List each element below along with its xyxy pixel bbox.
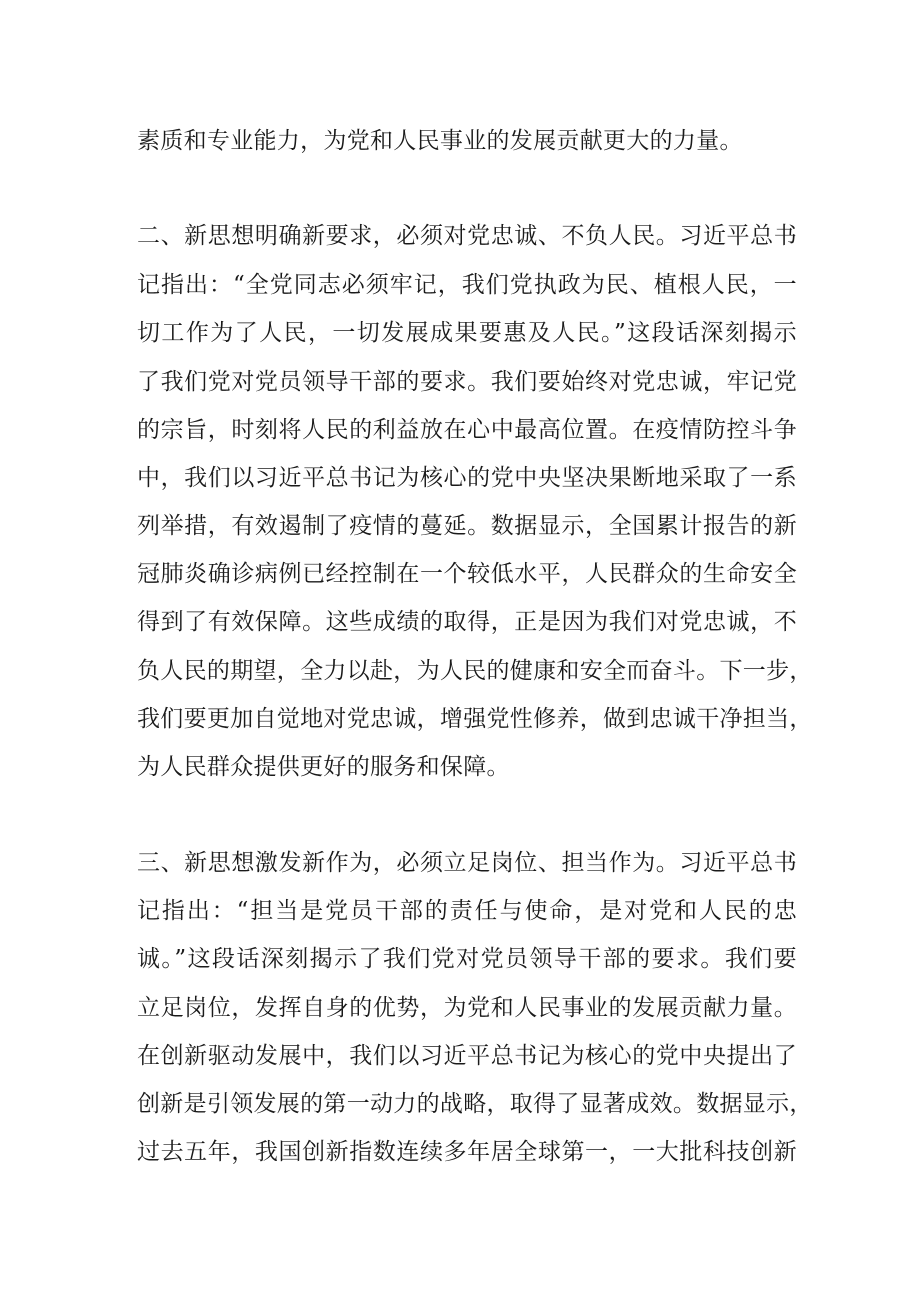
paragraph-2-line-6: 中，我们以习近平总书记为核心的党中央坚决果断地采取了一系 [137, 465, 797, 491]
paragraph-2-line-9: 得到了有效保障。这些成绩的取得，正是因为我们对党忠诚，不 [137, 609, 797, 635]
paragraph-2-line-12: 为人民群众提供更好的服务和保障。 [137, 754, 510, 780]
paragraph-3-line-4: 立足岗位，发挥自身的优势，为党和人民事业的发展贡献力量。 [137, 995, 797, 1021]
paragraph-2-line-5: 的宗旨，时刻将人民的利益放在心中最高位置。在疫情防控斗争 [137, 417, 797, 443]
paragraph-1-line-1: 素质和专业能力，为党和人民事业的发展贡献更大的力量。 [137, 128, 743, 154]
paragraph-3-line-1: 三、新思想激发新作为，必须立足岗位、担当作为。习近平总书 [137, 850, 797, 876]
paragraph-2-line-1: 二、新思想明确新要求，必须对党忠诚、不负人民。习近平总书 [137, 223, 797, 249]
paragraph-3-line-7: 过去五年，我国创新指数连续多年居全球第一，一大批科技创新 [137, 1139, 797, 1165]
paragraph-3-line-5: 在创新驱动发展中，我们以习近平总书记为核心的党中央提出了 [137, 1043, 797, 1069]
paragraph-2-line-2: 记指出：“全党同志必须牢记，我们党执政为民、植根人民，一 [137, 272, 797, 298]
paragraph-3-line-6: 创新是引领发展的第一动力的战略，取得了显著成效。数据显示， [137, 1091, 813, 1117]
paragraph-2-line-8: 冠肺炎确诊病例已经控制在一个较低水平，人民群众的生命安全 [137, 561, 797, 587]
paragraph-2-line-11: 我们要更加自觉地对党忠诚，增强党性修养，做到忠诚干净担当， [137, 706, 813, 732]
paragraph-2-line-7: 列举措，有效遏制了疫情的蔓延。数据显示，全国累计报告的新 [137, 513, 797, 539]
paragraph-2-line-3: 切工作为了人民，一切发展成果要惠及人民。”这段话深刻揭示 [137, 320, 797, 346]
paragraph-3-line-3: 诚。”这段话深刻揭示了我们党对党员领导干部的要求。我们要 [137, 946, 797, 972]
paragraph-2-line-10: 负人民的期望，全力以赴，为人民的健康和安全而奋斗。下一步， [137, 658, 813, 684]
paragraph-3-line-2: 记指出：“担当是党员干部的责任与使命，是对党和人民的忠 [137, 898, 797, 924]
paragraph-2-line-4: 了我们党对党员领导干部的要求。我们要始终对党忠诚，牢记党 [137, 369, 797, 395]
